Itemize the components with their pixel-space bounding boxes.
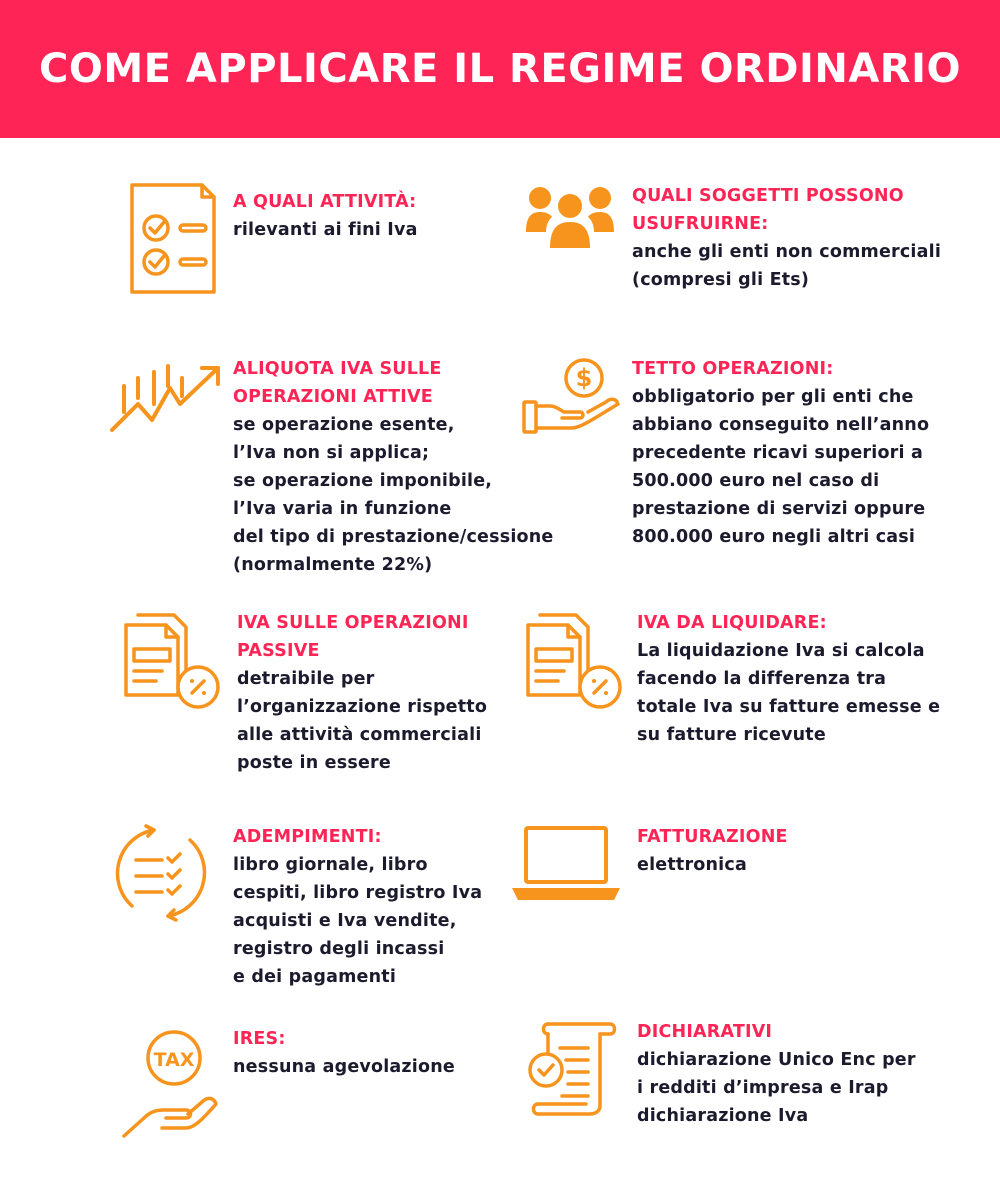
info-block-soggetti [632, 182, 941, 294]
info-block-liquidare [637, 609, 940, 749]
block-text: dichiarazione Unico Enc per i redditi d’impresa e Irap dichiarazione Iva [637, 1050, 916, 1126]
info-block-fatturazione [637, 823, 788, 879]
info-block-aliquota [233, 355, 553, 579]
info-block-adempimenti [233, 823, 482, 991]
block-title: TETTO OPERAZIONI: [632, 359, 834, 379]
info-block-dichiarativi [637, 1018, 916, 1130]
hand-dollar-coin-icon [522, 356, 622, 438]
hand-tax-icon [122, 1030, 220, 1140]
block-title: FATTURAZIONE [637, 827, 788, 847]
block-text: La liquidazione Iva si calcola facendo la differenza tra totale Iva su fatture emesse e su fatture ricevute [637, 641, 941, 745]
block-title: ADEMPIMENTI: [233, 827, 382, 847]
title-banner [0, 0, 1000, 138]
invoice-percent-icon [122, 613, 222, 713]
block-text: se operazione esente, l’Iva non si applica; se operazione imponibile, l’Iva varia in funzione del tipo di prestazione/cessione (normalmente 22%) [233, 415, 554, 575]
laptop-icon [510, 826, 622, 902]
checklist-document-icon [128, 182, 220, 296]
info-block-passive [237, 609, 487, 777]
tax-icon-label: TAX [153, 1049, 195, 1071]
block-text: elettronica [637, 855, 747, 875]
checklist-cycle-icon [110, 826, 212, 920]
block-text: nessuna agevolazione [233, 1057, 455, 1077]
receipt-scroll-check-icon [526, 1022, 618, 1116]
block-title: QUALI SOGGETTI POSSONO USUFRUIRNE: [632, 186, 904, 234]
growth-arrow-chart-icon [110, 364, 224, 434]
block-text: obbligatorio per gli enti che abbiano conseguito nell’anno precedente ricavi superiori a 500.000 euro nel caso di prestazione di servizi oppure 800.000 euro negli altri casi [632, 387, 930, 547]
info-block-ires [233, 1025, 455, 1081]
block-title: IVA SULLE OPERAZIONI PASSIVE [237, 613, 469, 661]
block-title: ALIQUOTA IVA SULLE OPERAZIONI ATTIVE [233, 359, 442, 407]
block-text: rilevanti ai fini Iva [233, 220, 418, 240]
block-title: IVA DA LIQUIDARE: [637, 613, 827, 633]
page-title: COME APPLICARE IL REGIME ORDINARIO [39, 46, 961, 92]
info-block-attivita [233, 188, 418, 244]
people-group-icon [526, 186, 614, 248]
block-text: anche gli enti non commerciali (compresi gli Ets) [632, 242, 942, 290]
block-title: A QUALI ATTIVITÀ: [233, 192, 417, 212]
block-title: IRES: [233, 1029, 286, 1049]
info-block-tetto [632, 355, 929, 551]
block-text: detraibile per l’organizzazione rispetto alle attività commerciali poste in essere [237, 669, 488, 773]
invoice-percent-icon [524, 613, 624, 713]
svg-text:$: $ [575, 364, 593, 392]
block-title: DICHIARATIVI [637, 1022, 773, 1042]
block-text: libro giornale, libro cespiti, libro registro Iva acquisti e Iva vendite, registro degli incassi e dei pagamenti [233, 855, 483, 987]
